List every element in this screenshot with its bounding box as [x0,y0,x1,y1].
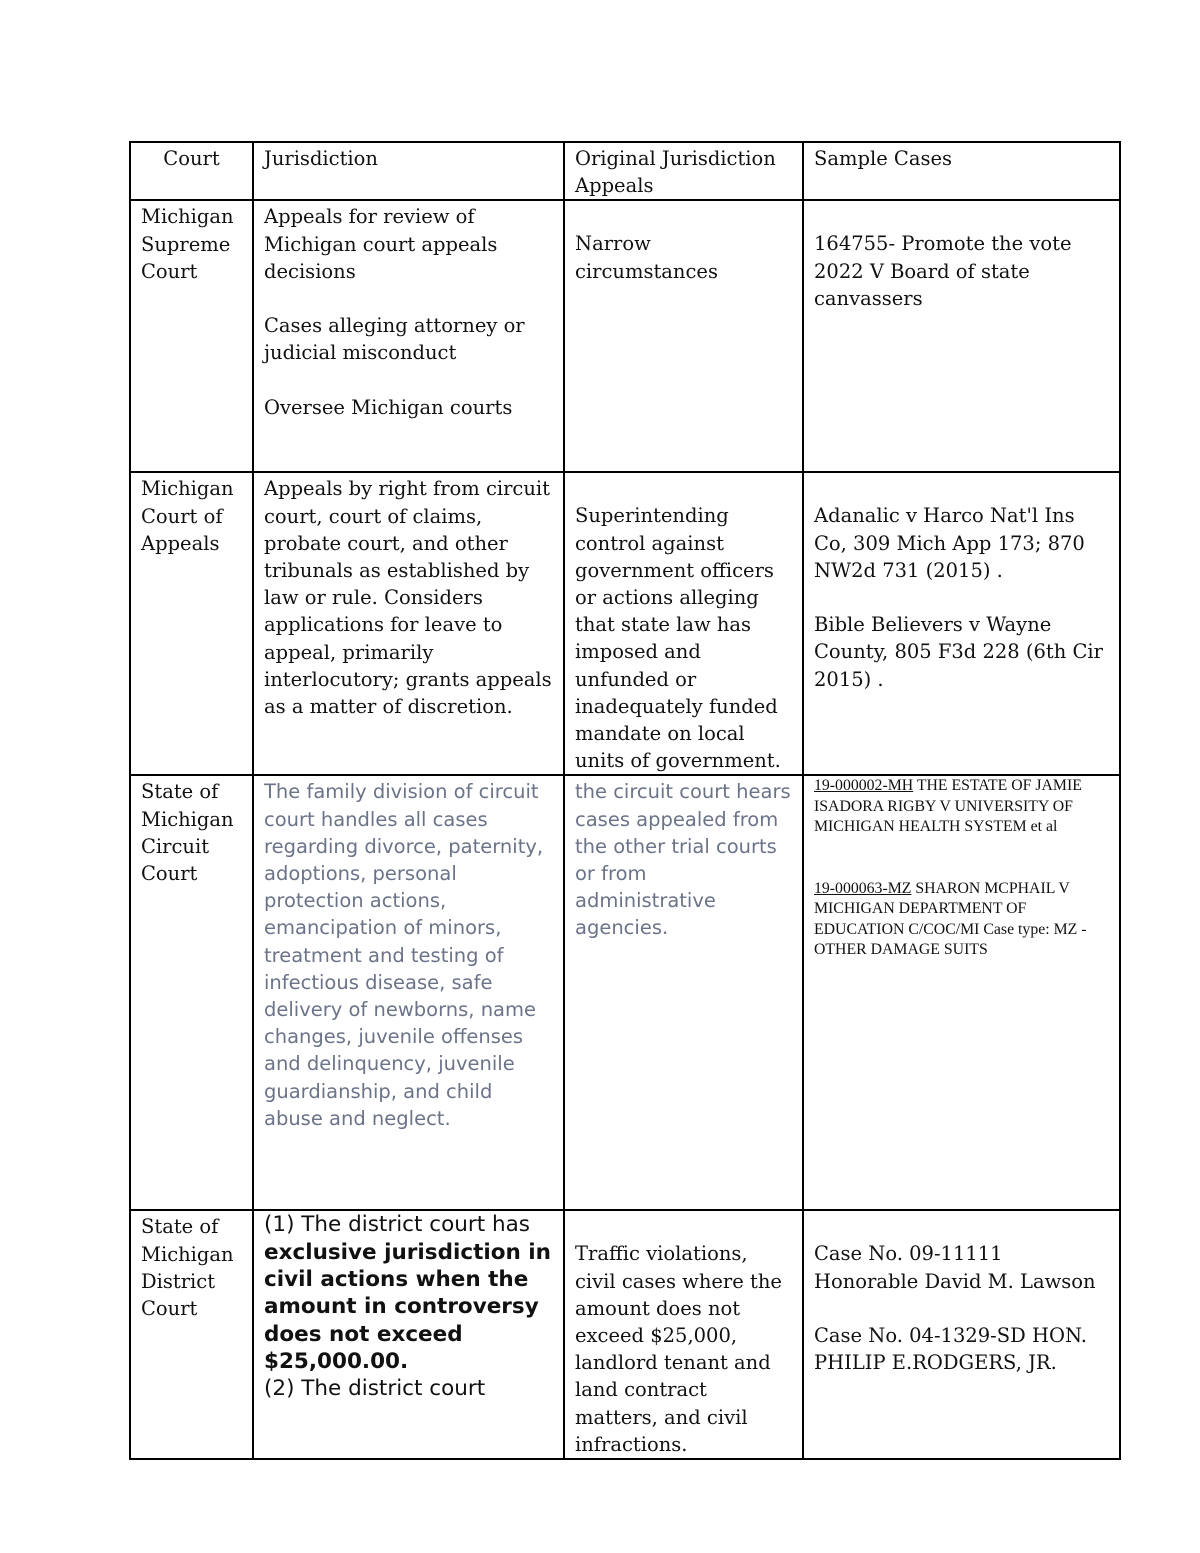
court-name-line: Court [141,1297,198,1321]
court-name-line: Michigan [141,807,234,831]
court-name-line: Circuit [141,834,210,858]
sample-cases-cell [803,1210,1120,1459]
original-jurisdiction-cell [564,472,803,775]
original-jurisdiction-text: Traffic violations, civil cases where the amount does not exceed $25,000, landlord tenant and land contract matters, and civil infractions. [575,1242,782,1456]
case-number: 19-000002-MH [814,777,914,795]
court-jurisdiction-table [129,141,1121,1460]
header-sample-cases-text: Sample Cases [814,147,953,170]
header-court [130,142,253,200]
court-name-line: Appeals [141,531,220,555]
court-name-line: Court [141,259,198,283]
case-title: THE ESTATE OF JAMIE ISADORA RIGBY V UNIVERSITY OF MICHIGAN HEALTH SYSTEM et al [814,777,1082,836]
sample-case [814,879,1109,961]
case-number: 19-000063-MZ [814,879,912,897]
header-court-text: Court [163,147,220,170]
court-name-line: Court [141,862,198,886]
jurisdiction-paragraph: Appeals for review of Michigan court appeals decisions [264,205,498,283]
case-title: SHARON MCPHAIL V MICHIGAN DEPARTMENT OF EDUCATION C/COC/MI Case type: MZ - OTHER DAMAGE SUITS [814,879,1087,959]
table-row [130,472,1120,775]
sample-case: Case No. 09-11111 Honorable David M. Lawson [814,1242,1096,1293]
court-cell [130,775,253,1210]
jurisdiction-paragraph: Appeals by right from circuit court, court of claims, probate court, and other tribunals as established by law or rule. Considers applications for leave to appeal, primarily interlocutory; grants appeals as a matter of discretion. [264,477,552,719]
court-name-line: Court of [141,504,223,528]
jurisdiction-paragraph [264,1211,553,1402]
sample-cases-cell [803,200,1120,472]
sample-cases-cell [803,775,1120,1210]
header-jurisdiction-text: Jurisdiction [264,147,378,170]
original-jurisdiction-cell [564,200,803,472]
header-sample-cases [803,142,1120,200]
jurisdiction-text-regular: (1) The district court has [264,1212,530,1238]
original-jurisdiction-text: the circuit court hears cases appealed from the other trial courts or from administrative agencies. [575,780,791,940]
table-row [130,1210,1120,1459]
sample-cases-cell [803,472,1120,775]
jurisdiction-cell [253,1210,564,1459]
original-jurisdiction-text: Superintending control against government officers or actions alleging that state law has imposed and unfunded or inadequately funded mandate on local units of government. [575,504,781,773]
original-jurisdiction-text: Narrow circumstances [575,232,718,283]
court-name-line: State of [141,1215,219,1239]
sample-case [814,776,1109,838]
table-header-row [130,142,1120,200]
original-jurisdiction-cell [564,1210,803,1459]
court-cell [130,200,253,472]
court-name-line: Michigan [141,1242,234,1266]
court-name-line: District [141,1269,216,1293]
jurisdiction-text-bold: exclusive jurisdiction in civil actions when the amount in controversy does not exceed $25,000.00. [264,1239,551,1374]
sample-case: Adanalic v Harco Nat'l Ins Co, 309 Mich App 173; 870 NW2d 731 (2015) . [814,504,1085,582]
table-row [130,200,1120,472]
jurisdiction-paragraph: Oversee Michigan courts [264,395,513,419]
court-name-line: Michigan [141,477,234,501]
jurisdiction-paragraph: The family division of circuit court handles all cases regarding divorce, paternity, adoptions, personal protection actions, emancipation of minors, treatment and testing of infectious disease, safe delivery of newborns, name changes, juvenile offenses and delinquency, juvenile guardianship, and child abuse and neglect. [264,780,544,1130]
court-name-line: Michigan [141,205,234,229]
original-jurisdiction-cell [564,775,803,1210]
sample-case: Bible Believers v Wayne County, 805 F3d 228 (6th Cir 2015) . [814,613,1103,691]
header-original-line2: Appeals [575,174,654,198]
jurisdiction-cell [253,200,564,472]
court-cell [130,1210,253,1459]
sample-case: 164755- Promote the vote 2022 V Board of state canvassers [814,232,1072,310]
header-original-jurisdiction [564,142,803,200]
jurisdiction-cell [253,472,564,775]
court-cell [130,472,253,775]
table-row [130,775,1120,1210]
court-name-line: Supreme [141,232,231,256]
jurisdiction-cell [253,775,564,1210]
sample-case: Case No. 04-1329-SD HON. PHILIP E.RODGERS, JR. [814,1324,1087,1375]
jurisdiction-text-regular: (2) The district court [264,1376,486,1402]
jurisdiction-paragraph: Cases alleging attorney or judicial misconduct [264,314,525,365]
header-original-line1: Original Jurisdiction [575,147,776,170]
court-name-line: State of [141,780,219,804]
header-jurisdiction [253,142,564,200]
